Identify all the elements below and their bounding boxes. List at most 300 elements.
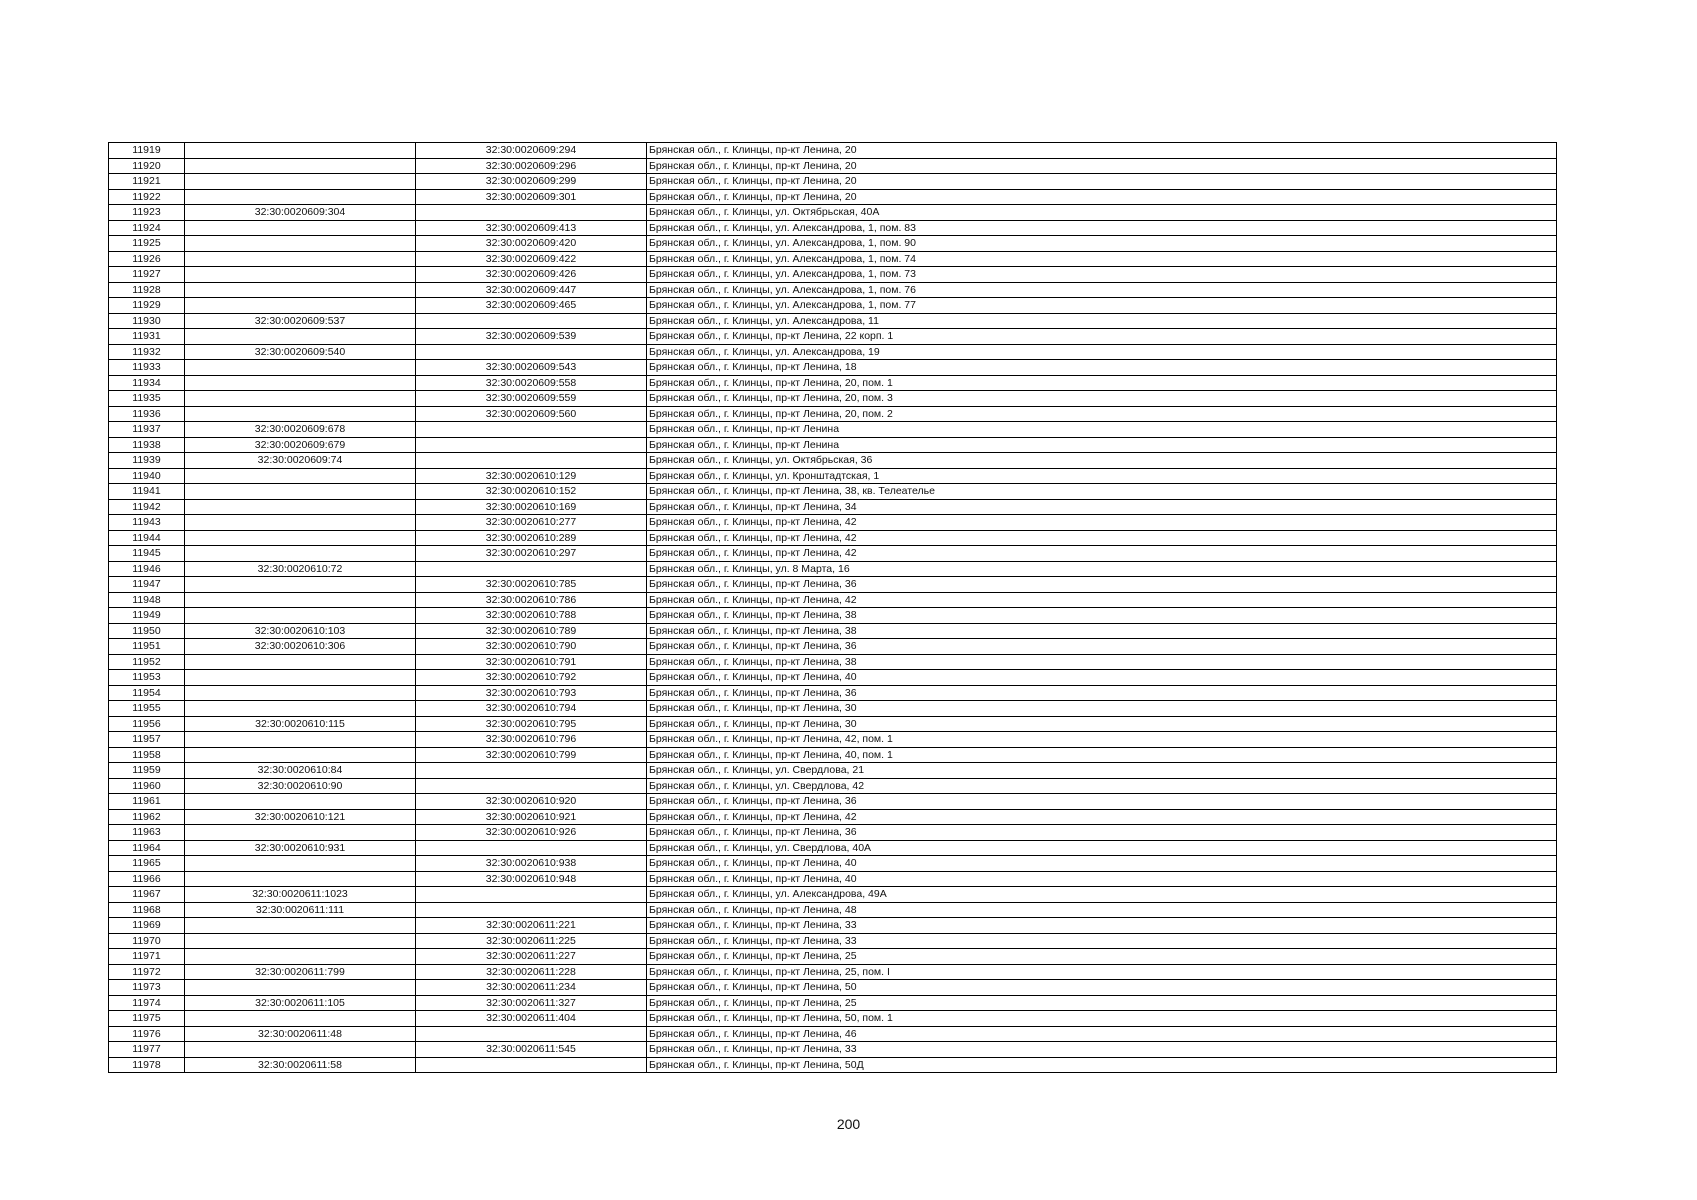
object-cadastral-number-cell: 32:30:0020609:422: [416, 251, 647, 267]
object-cadastral-number-cell: 32:30:0020609:559: [416, 391, 647, 407]
table-row: [109, 747, 1557, 763]
object-cadastral-number-cell: 32:30:0020609:296: [416, 158, 647, 174]
land-cadastral-number-cell: [185, 856, 416, 872]
table-row: [109, 391, 1557, 407]
table-row: [109, 980, 1557, 996]
land-cadastral-number-cell: [185, 546, 416, 562]
row-number-cell: 11958: [109, 747, 185, 763]
address-cell: Брянская обл., г. Клинцы, пр-кт Ленина, 20, пом. 3: [647, 391, 1557, 407]
row-number-cell: 11944: [109, 530, 185, 546]
object-cadastral-number-cell: 32:30:0020610:786: [416, 592, 647, 608]
row-number-cell: 11971: [109, 949, 185, 965]
address-cell: Брянская обл., г. Клинцы, пр-кт Ленина, 42: [647, 546, 1557, 562]
row-number-cell: 11934: [109, 375, 185, 391]
land-cadastral-number-cell: [185, 360, 416, 376]
row-number-cell: 11974: [109, 995, 185, 1011]
land-cadastral-number-cell: 32:30:0020609:540: [185, 344, 416, 360]
object-cadastral-number-cell: 32:30:0020611:404: [416, 1011, 647, 1027]
object-cadastral-number-cell: [416, 313, 647, 329]
table-row: [109, 437, 1557, 453]
object-cadastral-number-cell: 32:30:0020610:789: [416, 623, 647, 639]
address-cell: Брянская обл., г. Клинцы, пр-кт Ленина, 42, пом. 1: [647, 732, 1557, 748]
address-cell: Брянская обл., г. Клинцы, пр-кт Ленина, 50Д: [647, 1057, 1557, 1073]
row-number-cell: 11928: [109, 282, 185, 298]
land-cadastral-number-cell: [185, 298, 416, 314]
address-cell: Брянская обл., г. Клинцы, пр-кт Ленина, 46: [647, 1026, 1557, 1042]
row-number-cell: 11927: [109, 267, 185, 283]
table-row: [109, 251, 1557, 267]
object-cadastral-number-cell: 32:30:0020609:413: [416, 220, 647, 236]
row-number-cell: 11961: [109, 794, 185, 810]
object-cadastral-number-cell: 32:30:0020610:793: [416, 685, 647, 701]
address-cell: Брянская обл., г. Клинцы, пр-кт Ленина, 40: [647, 871, 1557, 887]
land-cadastral-number-cell: 32:30:0020610:931: [185, 840, 416, 856]
address-cell: Брянская обл., г. Клинцы, пр-кт Ленина, 36: [647, 577, 1557, 593]
land-cadastral-number-cell: [185, 174, 416, 190]
row-number-cell: 11960: [109, 778, 185, 794]
row-number-cell: 11923: [109, 205, 185, 221]
table-row: [109, 236, 1557, 252]
table-row: [109, 313, 1557, 329]
table-row: [109, 825, 1557, 841]
row-number-cell: 11964: [109, 840, 185, 856]
row-number-cell: 11975: [109, 1011, 185, 1027]
address-cell: Брянская обл., г. Клинцы, ул. Александрова, 1, пом. 73: [647, 267, 1557, 283]
object-cadastral-number-cell: 32:30:0020610:790: [416, 639, 647, 655]
row-number-cell: 11937: [109, 422, 185, 438]
object-cadastral-number-cell: [416, 453, 647, 469]
table-row: [109, 732, 1557, 748]
land-cadastral-number-cell: [185, 701, 416, 717]
object-cadastral-number-cell: 32:30:0020610:788: [416, 608, 647, 624]
table-row: [109, 809, 1557, 825]
row-number-cell: 11977: [109, 1042, 185, 1058]
object-cadastral-number-cell: 32:30:0020609:420: [416, 236, 647, 252]
table-row: [109, 360, 1557, 376]
table-row: [109, 344, 1557, 360]
registry-table: [108, 142, 1557, 1073]
address-cell: Брянская обл., г. Клинцы, пр-кт Ленина, 25: [647, 995, 1557, 1011]
address-cell: Брянская обл., г. Клинцы, пр-кт Ленина, 20, пом. 2: [647, 406, 1557, 422]
object-cadastral-number-cell: 32:30:0020610:785: [416, 577, 647, 593]
object-cadastral-number-cell: 32:30:0020610:289: [416, 530, 647, 546]
object-cadastral-number-cell: 32:30:0020609:539: [416, 329, 647, 345]
land-cadastral-number-cell: [185, 670, 416, 686]
row-number-cell: 11972: [109, 964, 185, 980]
table-row: [109, 499, 1557, 515]
land-cadastral-number-cell: 32:30:0020611:111: [185, 902, 416, 918]
table-row: [109, 174, 1557, 190]
land-cadastral-number-cell: [185, 499, 416, 515]
object-cadastral-number-cell: 32:30:0020609:465: [416, 298, 647, 314]
row-number-cell: 11925: [109, 236, 185, 252]
address-cell: Брянская обл., г. Клинцы, пр-кт Ленина, 20: [647, 189, 1557, 205]
address-cell: Брянская обл., г. Клинцы, ул. Октябрьская, 36: [647, 453, 1557, 469]
address-cell: Брянская обл., г. Клинцы, пр-кт Ленина, 50: [647, 980, 1557, 996]
land-cadastral-number-cell: [185, 391, 416, 407]
address-cell: Брянская обл., г. Клинцы, пр-кт Ленина, 36: [647, 685, 1557, 701]
row-number-cell: 11939: [109, 453, 185, 469]
object-cadastral-number-cell: [416, 344, 647, 360]
table-row: [109, 1026, 1557, 1042]
address-cell: Брянская обл., г. Клинцы, ул. Александрова, 19: [647, 344, 1557, 360]
table-row: [109, 763, 1557, 779]
address-cell: Брянская обл., г. Клинцы, пр-кт Ленина, 36: [647, 825, 1557, 841]
object-cadastral-number-cell: 32:30:0020610:152: [416, 484, 647, 500]
row-number-cell: 11931: [109, 329, 185, 345]
land-cadastral-number-cell: 32:30:0020611:58: [185, 1057, 416, 1073]
row-number-cell: 11933: [109, 360, 185, 376]
row-number-cell: 11968: [109, 902, 185, 918]
address-cell: Брянская обл., г. Клинцы, пр-кт Ленина, 30: [647, 716, 1557, 732]
row-number-cell: 11969: [109, 918, 185, 934]
object-cadastral-number-cell: 32:30:0020610:795: [416, 716, 647, 732]
object-cadastral-number-cell: [416, 437, 647, 453]
table-row: [109, 701, 1557, 717]
row-number-cell: 11930: [109, 313, 185, 329]
table-row: [109, 329, 1557, 345]
table-row: [109, 143, 1557, 159]
object-cadastral-number-cell: [416, 778, 647, 794]
table-row: [109, 561, 1557, 577]
land-cadastral-number-cell: 32:30:0020610:84: [185, 763, 416, 779]
land-cadastral-number-cell: [185, 933, 416, 949]
land-cadastral-number-cell: 32:30:0020610:115: [185, 716, 416, 732]
row-number-cell: 11954: [109, 685, 185, 701]
land-cadastral-number-cell: [185, 918, 416, 934]
row-number-cell: 11938: [109, 437, 185, 453]
table-row: [109, 422, 1557, 438]
address-cell: Брянская обл., г. Клинцы, пр-кт Ленина, 42: [647, 809, 1557, 825]
object-cadastral-number-cell: 32:30:0020610:948: [416, 871, 647, 887]
address-cell: Брянская обл., г. Клинцы, ул. Свердлова, 40А: [647, 840, 1557, 856]
row-number-cell: 11948: [109, 592, 185, 608]
page-number: 200: [836, 1116, 861, 1132]
object-cadastral-number-cell: 32:30:0020610:799: [416, 747, 647, 763]
row-number-cell: 11929: [109, 298, 185, 314]
address-cell: Брянская обл., г. Клинцы, пр-кт Ленина, 36: [647, 639, 1557, 655]
land-cadastral-number-cell: 32:30:0020611:48: [185, 1026, 416, 1042]
row-number-cell: 11952: [109, 654, 185, 670]
object-cadastral-number-cell: 32:30:0020611:221: [416, 918, 647, 934]
land-cadastral-number-cell: [185, 685, 416, 701]
table-row: [109, 995, 1557, 1011]
object-cadastral-number-cell: 32:30:0020609:301: [416, 189, 647, 205]
address-cell: Брянская обл., г. Клинцы, пр-кт Ленина, 42: [647, 592, 1557, 608]
land-cadastral-number-cell: 32:30:0020609:679: [185, 437, 416, 453]
row-number-cell: 11947: [109, 577, 185, 593]
land-cadastral-number-cell: [185, 608, 416, 624]
address-cell: Брянская обл., г. Клинцы, ул. Александрова, 1, пом. 74: [647, 251, 1557, 267]
land-cadastral-number-cell: 32:30:0020610:306: [185, 639, 416, 655]
land-cadastral-number-cell: 32:30:0020610:121: [185, 809, 416, 825]
address-cell: Брянская обл., г. Клинцы, пр-кт Ленина, 18: [647, 360, 1557, 376]
object-cadastral-number-cell: 32:30:0020610:926: [416, 825, 647, 841]
row-number-cell: 11963: [109, 825, 185, 841]
row-number-cell: 11953: [109, 670, 185, 686]
address-cell: Брянская обл., г. Клинцы, ул. Свердлова, 21: [647, 763, 1557, 779]
address-cell: Брянская обл., г. Клинцы, пр-кт Ленина, 40: [647, 670, 1557, 686]
table-row: [109, 902, 1557, 918]
row-number-cell: 11976: [109, 1026, 185, 1042]
object-cadastral-number-cell: 32:30:0020611:228: [416, 964, 647, 980]
land-cadastral-number-cell: 32:30:0020611:1023: [185, 887, 416, 903]
address-cell: Брянская обл., г. Клинцы, пр-кт Ленина, 20: [647, 143, 1557, 159]
object-cadastral-number-cell: 32:30:0020609:558: [416, 375, 647, 391]
object-cadastral-number-cell: 32:30:0020611:225: [416, 933, 647, 949]
table-row: [109, 840, 1557, 856]
object-cadastral-number-cell: 32:30:0020611:234: [416, 980, 647, 996]
object-cadastral-number-cell: 32:30:0020610:297: [416, 546, 647, 562]
row-number-cell: 11919: [109, 143, 185, 159]
address-cell: Брянская обл., г. Клинцы, пр-кт Ленина, 42: [647, 515, 1557, 531]
address-cell: Брянская обл., г. Клинцы, пр-кт Ленина, 22 корп. 1: [647, 329, 1557, 345]
row-number-cell: 11935: [109, 391, 185, 407]
table-row: [109, 670, 1557, 686]
row-number-cell: 11920: [109, 158, 185, 174]
row-number-cell: 11945: [109, 546, 185, 562]
address-cell: Брянская обл., г. Клинцы, пр-кт Ленина, 30: [647, 701, 1557, 717]
land-cadastral-number-cell: [185, 949, 416, 965]
row-number-cell: 11921: [109, 174, 185, 190]
table-row: [109, 794, 1557, 810]
address-cell: Брянская обл., г. Клинцы, пр-кт Ленина, 38: [647, 654, 1557, 670]
row-number-cell: 11950: [109, 623, 185, 639]
table-row: [109, 158, 1557, 174]
address-cell: Брянская обл., г. Клинцы, ул. Александрова, 1, пом. 77: [647, 298, 1557, 314]
address-cell: Брянская обл., г. Клинцы, пр-кт Ленина: [647, 422, 1557, 438]
land-cadastral-number-cell: [185, 251, 416, 267]
land-cadastral-number-cell: [185, 732, 416, 748]
object-cadastral-number-cell: 32:30:0020609:426: [416, 267, 647, 283]
table-row: [109, 1057, 1557, 1073]
land-cadastral-number-cell: [185, 825, 416, 841]
land-cadastral-number-cell: [185, 592, 416, 608]
land-cadastral-number-cell: [185, 189, 416, 205]
object-cadastral-number-cell: 32:30:0020609:294: [416, 143, 647, 159]
object-cadastral-number-cell: 32:30:0020610:169: [416, 499, 647, 515]
object-cadastral-number-cell: 32:30:0020610:792: [416, 670, 647, 686]
land-cadastral-number-cell: [185, 267, 416, 283]
object-cadastral-number-cell: 32:30:0020609:299: [416, 174, 647, 190]
row-number-cell: 11957: [109, 732, 185, 748]
address-cell: Брянская обл., г. Клинцы, пр-кт Ленина, 40, пом. 1: [647, 747, 1557, 763]
table-row: [109, 220, 1557, 236]
row-number-cell: 11955: [109, 701, 185, 717]
row-number-cell: 11959: [109, 763, 185, 779]
table-row: [109, 282, 1557, 298]
land-cadastral-number-cell: 32:30:0020609:304: [185, 205, 416, 221]
row-number-cell: 11949: [109, 608, 185, 624]
address-cell: Брянская обл., г. Клинцы, пр-кт Ленина, 36: [647, 794, 1557, 810]
table-row: [109, 623, 1557, 639]
row-number-cell: 11967: [109, 887, 185, 903]
object-cadastral-number-cell: 32:30:0020611:327: [416, 995, 647, 1011]
table-row: [109, 654, 1557, 670]
land-cadastral-number-cell: [185, 654, 416, 670]
address-cell: Брянская обл., г. Клинцы, пр-кт Ленина, 38: [647, 608, 1557, 624]
table-row: [109, 778, 1557, 794]
address-cell: Брянская обл., г. Клинцы, ул. Александрова, 1, пом. 90: [647, 236, 1557, 252]
object-cadastral-number-cell: 32:30:0020610:129: [416, 468, 647, 484]
land-cadastral-number-cell: 32:30:0020610:103: [185, 623, 416, 639]
object-cadastral-number-cell: [416, 1057, 647, 1073]
land-cadastral-number-cell: 32:30:0020611:799: [185, 964, 416, 980]
land-cadastral-number-cell: [185, 220, 416, 236]
land-cadastral-number-cell: [185, 577, 416, 593]
object-cadastral-number-cell: [416, 205, 647, 221]
row-number-cell: 11943: [109, 515, 185, 531]
row-number-cell: 11924: [109, 220, 185, 236]
object-cadastral-number-cell: 32:30:0020610:277: [416, 515, 647, 531]
land-cadastral-number-cell: [185, 484, 416, 500]
land-cadastral-number-cell: [185, 468, 416, 484]
land-cadastral-number-cell: [185, 871, 416, 887]
table-row: [109, 1042, 1557, 1058]
object-cadastral-number-cell: 32:30:0020610:920: [416, 794, 647, 810]
object-cadastral-number-cell: [416, 422, 647, 438]
table-row: [109, 592, 1557, 608]
table-row: [109, 1011, 1557, 1027]
address-cell: Брянская обл., г. Клинцы, ул. Александрова, 1, пом. 76: [647, 282, 1557, 298]
object-cadastral-number-cell: 32:30:0020610:938: [416, 856, 647, 872]
address-cell: Брянская обл., г. Клинцы, ул. Александрова, 1, пом. 83: [647, 220, 1557, 236]
land-cadastral-number-cell: [185, 1011, 416, 1027]
land-cadastral-number-cell: [185, 236, 416, 252]
table-row: [109, 871, 1557, 887]
address-cell: Брянская обл., г. Клинцы, пр-кт Ленина: [647, 437, 1557, 453]
table-row: [109, 375, 1557, 391]
land-cadastral-number-cell: 32:30:0020609:537: [185, 313, 416, 329]
land-cadastral-number-cell: 32:30:0020611:105: [185, 995, 416, 1011]
row-number-cell: 11932: [109, 344, 185, 360]
object-cadastral-number-cell: 32:30:0020609:560: [416, 406, 647, 422]
table-row: [109, 918, 1557, 934]
object-cadastral-number-cell: 32:30:0020610:921: [416, 809, 647, 825]
land-cadastral-number-cell: [185, 530, 416, 546]
object-cadastral-number-cell: [416, 840, 647, 856]
table-row: [109, 685, 1557, 701]
table-row: [109, 546, 1557, 562]
table-row: [109, 189, 1557, 205]
object-cadastral-number-cell: 32:30:0020610:794: [416, 701, 647, 717]
land-cadastral-number-cell: [185, 158, 416, 174]
row-number-cell: 11970: [109, 933, 185, 949]
address-cell: Брянская обл., г. Клинцы, ул. 8 Марта, 16: [647, 561, 1557, 577]
object-cadastral-number-cell: [416, 1026, 647, 1042]
row-number-cell: 11951: [109, 639, 185, 655]
table-row: [109, 949, 1557, 965]
land-cadastral-number-cell: 32:30:0020609:74: [185, 453, 416, 469]
table-row: [109, 639, 1557, 655]
address-cell: Брянская обл., г. Клинцы, пр-кт Ленина, 40: [647, 856, 1557, 872]
row-number-cell: 11973: [109, 980, 185, 996]
address-cell: Брянская обл., г. Клинцы, пр-кт Ленина, 25: [647, 949, 1557, 965]
table-row: [109, 267, 1557, 283]
object-cadastral-number-cell: 32:30:0020610:791: [416, 654, 647, 670]
table-row: [109, 933, 1557, 949]
land-cadastral-number-cell: [185, 329, 416, 345]
table-row: [109, 406, 1557, 422]
row-number-cell: 11965: [109, 856, 185, 872]
table-row: [109, 856, 1557, 872]
table-row: [109, 577, 1557, 593]
table-row: [109, 484, 1557, 500]
row-number-cell: 11978: [109, 1057, 185, 1073]
address-cell: Брянская обл., г. Клинцы, пр-кт Ленина, 33: [647, 1042, 1557, 1058]
address-cell: Брянская обл., г. Клинцы, пр-кт Ленина, 20: [647, 174, 1557, 190]
object-cadastral-number-cell: [416, 561, 647, 577]
registry-table-body: [109, 143, 1557, 1073]
land-cadastral-number-cell: [185, 747, 416, 763]
address-cell: Брянская обл., г. Клинцы, ул. Октябрьская, 40А: [647, 205, 1557, 221]
address-cell: Брянская обл., г. Клинцы, пр-кт Ленина, 38, кв. Телеателье: [647, 484, 1557, 500]
row-number-cell: 11956: [109, 716, 185, 732]
address-cell: Брянская обл., г. Клинцы, пр-кт Ленина, 42: [647, 530, 1557, 546]
table-row: [109, 298, 1557, 314]
address-cell: Брянская обл., г. Клинцы, пр-кт Ленина, 33: [647, 918, 1557, 934]
land-cadastral-number-cell: [185, 282, 416, 298]
address-cell: Брянская обл., г. Клинцы, пр-кт Ленина, 38: [647, 623, 1557, 639]
table-row: [109, 530, 1557, 546]
table-row: [109, 515, 1557, 531]
address-cell: Брянская обл., г. Клинцы, пр-кт Ленина, 33: [647, 933, 1557, 949]
land-cadastral-number-cell: [185, 980, 416, 996]
land-cadastral-number-cell: [185, 1042, 416, 1058]
address-cell: Брянская обл., г. Клинцы, пр-кт Ленина, 50, пом. 1: [647, 1011, 1557, 1027]
row-number-cell: 11940: [109, 468, 185, 484]
land-cadastral-number-cell: 32:30:0020610:72: [185, 561, 416, 577]
land-cadastral-number-cell: [185, 515, 416, 531]
table-row: [109, 468, 1557, 484]
address-cell: Брянская обл., г. Клинцы, пр-кт Ленина, 34: [647, 499, 1557, 515]
object-cadastral-number-cell: [416, 902, 647, 918]
row-number-cell: 11922: [109, 189, 185, 205]
land-cadastral-number-cell: 32:30:0020609:678: [185, 422, 416, 438]
address-cell: Брянская обл., г. Клинцы, пр-кт Ленина, 20: [647, 158, 1557, 174]
object-cadastral-number-cell: [416, 887, 647, 903]
row-number-cell: 11946: [109, 561, 185, 577]
land-cadastral-number-cell: 32:30:0020610:90: [185, 778, 416, 794]
address-cell: Брянская обл., г. Клинцы, ул. Кронштадтская, 1: [647, 468, 1557, 484]
land-cadastral-number-cell: [185, 143, 416, 159]
address-cell: Брянская обл., г. Клинцы, ул. Александрова, 49А: [647, 887, 1557, 903]
row-number-cell: 11926: [109, 251, 185, 267]
row-number-cell: 11962: [109, 809, 185, 825]
land-cadastral-number-cell: [185, 406, 416, 422]
table-row: [109, 608, 1557, 624]
table-row: [109, 887, 1557, 903]
object-cadastral-number-cell: 32:30:0020611:227: [416, 949, 647, 965]
table-row: [109, 453, 1557, 469]
address-cell: Брянская обл., г. Клинцы, пр-кт Ленина, 25, пом. I: [647, 964, 1557, 980]
address-cell: Брянская обл., г. Клинцы, пр-кт Ленина, 48: [647, 902, 1557, 918]
table-row: [109, 205, 1557, 221]
row-number-cell: 11942: [109, 499, 185, 515]
object-cadastral-number-cell: [416, 763, 647, 779]
object-cadastral-number-cell: 32:30:0020609:543: [416, 360, 647, 376]
object-cadastral-number-cell: 32:30:0020611:545: [416, 1042, 647, 1058]
row-number-cell: 11941: [109, 484, 185, 500]
row-number-cell: 11966: [109, 871, 185, 887]
address-cell: Брянская обл., г. Клинцы, ул. Александрова, 11: [647, 313, 1557, 329]
table-row: [109, 716, 1557, 732]
object-cadastral-number-cell: 32:30:0020610:796: [416, 732, 647, 748]
land-cadastral-number-cell: [185, 794, 416, 810]
object-cadastral-number-cell: 32:30:0020609:447: [416, 282, 647, 298]
address-cell: Брянская обл., г. Клинцы, ул. Свердлова, 42: [647, 778, 1557, 794]
address-cell: Брянская обл., г. Клинцы, пр-кт Ленина, 20, пом. 1: [647, 375, 1557, 391]
